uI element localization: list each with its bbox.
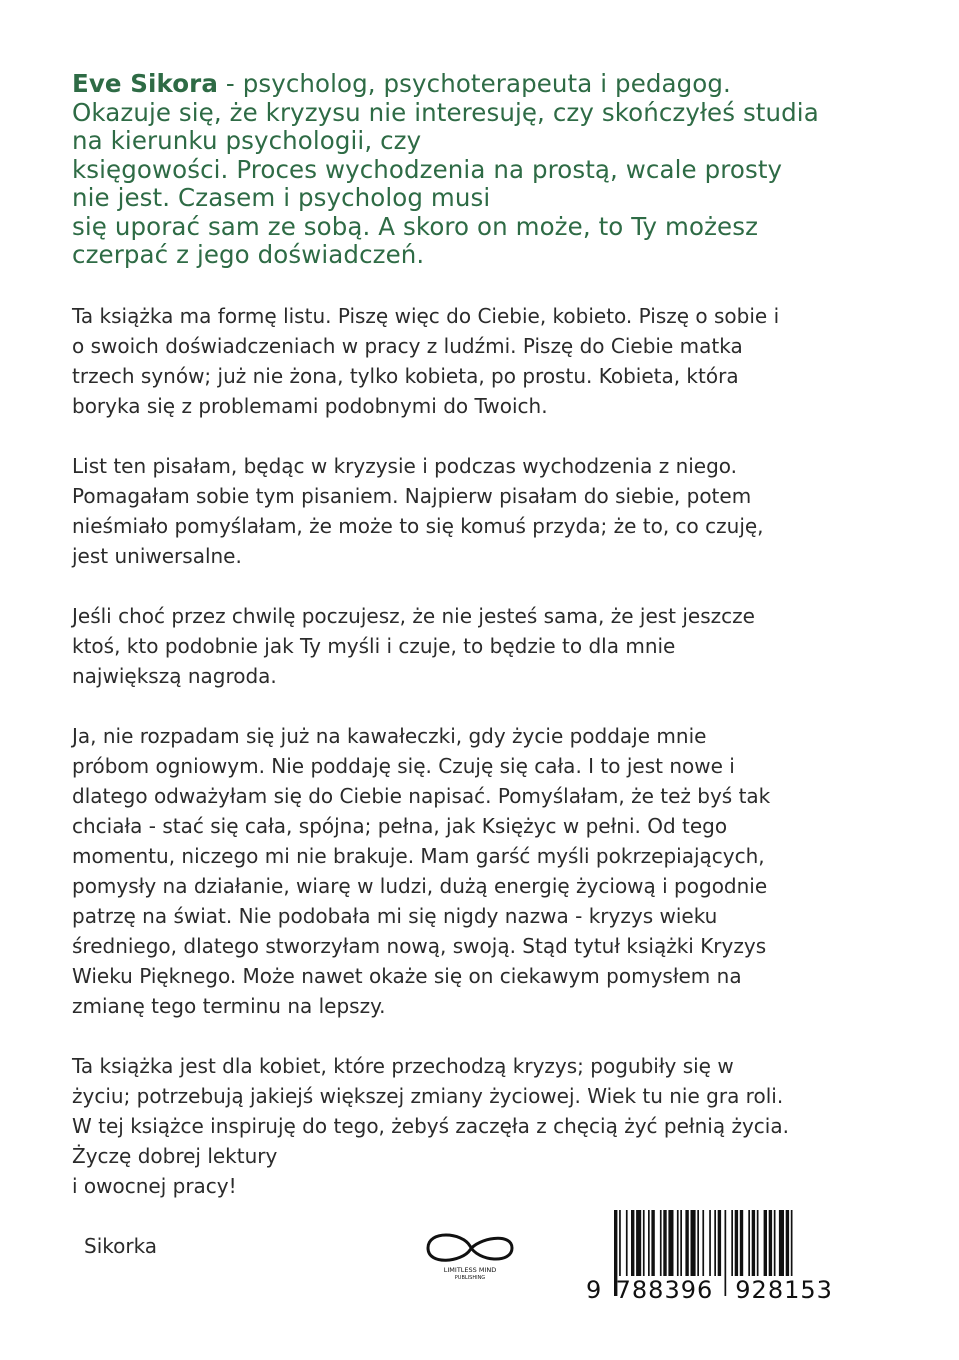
paragraph-line: Życzę dobrej lektury: [72, 1144, 278, 1168]
barcode-bar: [626, 1210, 628, 1276]
publisher-name: LIMITLESS MIND: [443, 1266, 497, 1274]
intro-line: się uporać sam ze sobą. A skoro on może, to Ty możesz: [72, 211, 759, 241]
barcode-bar: [685, 1210, 688, 1276]
paragraph-line: i owocnej pracy!: [72, 1174, 237, 1198]
infinity-logo-icon: [420, 1222, 520, 1282]
barcode-bar: [691, 1210, 696, 1276]
paragraph-line: W tej książce inspiruję do tego, żebyś zaczęła z chęcią żyć pełnią życia.: [72, 1114, 789, 1138]
publisher-logo: [420, 1222, 520, 1282]
paragraph-line: zmianę tego terminu na lepszy.: [72, 994, 386, 1018]
isbn-number: [586, 1276, 836, 1304]
publisher-subtitle: PUBLISHING: [454, 1275, 486, 1281]
paragraph-line: trzech synów; już nie żona, tylko kobieta, po prostu. Kobieta, która: [72, 364, 739, 388]
paragraph-line: chciała - stać się cała, spójna; pełna, jak Księżyc w pełni. Od tego: [72, 814, 728, 838]
barcode-bar: [619, 1210, 621, 1276]
barcode-bar: [660, 1210, 662, 1276]
barcode-bar: [752, 1210, 755, 1276]
barcode-bar: [663, 1210, 666, 1276]
barcode-bar: [643, 1210, 645, 1276]
barcode-bar: [748, 1210, 750, 1276]
paragraph-line: największą nagroda.: [72, 664, 277, 688]
paragraph-line: momentu, niczego mi nie brakuje. Mam garść myśli pokrzepiających,: [72, 844, 765, 868]
intro-block: [72, 70, 872, 270]
barcode-bar: [764, 1210, 767, 1276]
signature: Sikorka: [84, 1234, 158, 1258]
intro-line: nie jest. Czasem i psycholog musi: [72, 183, 491, 212]
barcode-bar: [791, 1210, 793, 1276]
paragraph-line: Jeśli choć przez chwilę poczujesz, że nie jesteś sama, że jest jeszcze: [72, 604, 755, 628]
barcode-bar: [718, 1210, 721, 1276]
paragraph-line: Ta książka jest dla kobiet, które przechodzą kryzys; pogubiły się w: [72, 1054, 734, 1078]
barcode-bar: [677, 1210, 679, 1276]
paragraph-line: jest uniwersalne.: [72, 544, 242, 568]
paragraph-for-women: [72, 1051, 872, 1201]
isbn-first-digit: 9: [586, 1276, 602, 1304]
paragraph-line: życiu; potrzebują jakiejś większej zmiany życiowej. Wiek tu nie gra roli.: [72, 1084, 784, 1108]
barcode-bar: [680, 1210, 682, 1276]
barcode-bar: [709, 1210, 711, 1276]
barcode-bar: [757, 1210, 759, 1276]
intro-line: [72, 70, 872, 99]
barcode-bar: [774, 1210, 776, 1276]
barcode-bar: [636, 1210, 641, 1276]
barcode-bar: [779, 1210, 784, 1276]
paragraph-crisis: [72, 451, 872, 571]
paragraph-line: próbom ogniowym. Nie poddaję się. Czuję się cała. I to jest nowe i: [72, 754, 735, 778]
paragraph-line: nieśmiało pomyślałam, że może to się komuś przyda; że to, co czuję,: [72, 514, 764, 538]
intro-line-text: - psycholog, psychoterapeuta i pedagog.: [217, 69, 731, 98]
paragraph-line: Pomagałam sobie tym pisaniem. Najpierw pisałam do siebie, potem: [72, 484, 752, 508]
barcode-bar: [740, 1210, 743, 1276]
paragraph-line: Ja, nie rozpadam się już na kawałeczki, gdy życie poddaje mnie: [72, 724, 707, 748]
intro-line: księgowości. Proces wychodzenia na prostą, wcale prosty: [72, 154, 783, 184]
author-name: Eve Sikora: [72, 69, 218, 98]
barcode-bar: [735, 1210, 738, 1276]
paragraph-line: patrzę na świat. Nie podobała mi się nigdy nazwa - kryzys wieku: [72, 904, 718, 928]
barcode-bar: [714, 1210, 716, 1276]
barcode-bar: [697, 1210, 699, 1276]
barcode-bar: [668, 1210, 673, 1276]
barcode-bar: [648, 1210, 650, 1276]
intro-line: Okazuje się, że kryzysu nie interesuję, czy skończyłeś studia: [72, 97, 819, 127]
barcode-bar: [786, 1210, 789, 1276]
barcode-bar: [631, 1210, 634, 1276]
paragraph-whole: [72, 721, 872, 1021]
isbn-group-1: 788396: [615, 1276, 714, 1304]
isbn-group-2: 928153: [735, 1276, 833, 1304]
paragraph-letter-form: [72, 301, 872, 421]
paragraph-line: boryka się z problemami podobnymi do Twoich.: [72, 394, 548, 418]
paragraph-line: Wieku Pięknego. Może nawet okaże się on ciekawym pomysłem na: [72, 964, 742, 988]
paragraph-not-alone: [72, 601, 872, 691]
paragraph-line: Ta książka ma formę listu. Piszę więc do Ciebie, kobieto. Piszę o sobie i: [72, 304, 780, 328]
intro-line: na kierunku psychologii, czy: [72, 126, 422, 155]
paragraph-line: dlatego odważyłam się do Ciebie napisać. Pomyślałam, że też byś tak: [72, 784, 771, 808]
barcode-bar: [769, 1210, 772, 1276]
paragraph-line: o swoich doświadczeniach w pracy z ludźmi. Piszę do Ciebie matka: [72, 334, 743, 358]
paragraph-line: List ten pisałam, będąc w kryzysie i podczas wychodzenia z niego.: [72, 454, 738, 478]
paragraph-line: ktoś, kto podobnie jak Ty myśli i czuje, to będzie to dla mnie: [72, 634, 676, 658]
barcode-bar: [731, 1210, 733, 1276]
barcode-bar: [651, 1210, 654, 1276]
paragraph-line: średniego, dlatego stworzyłam nową, swoją. Stąd tytuł książki Kryzys: [72, 934, 767, 958]
paragraph-line: pomysły na działanie, wiarę w ludzi, dużą energię życiową i pogodnie: [72, 874, 768, 898]
intro-line: czerpać z jego doświadczeń.: [72, 240, 425, 269]
barcode-bar: [702, 1210, 704, 1276]
